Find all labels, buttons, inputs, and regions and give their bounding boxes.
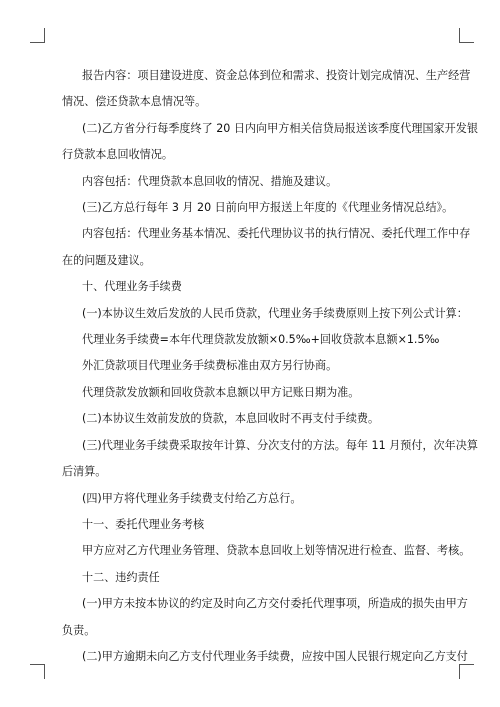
paragraph-line: 行贷款本息回收情况。 bbox=[62, 148, 173, 162]
paragraph-quarterly-report bbox=[62, 116, 478, 169]
paragraph-assessment bbox=[62, 538, 471, 564]
heading-line: 十、代理业务手续费 bbox=[82, 280, 182, 294]
paragraph-annual-summary bbox=[62, 195, 454, 221]
paragraph-fee-payment bbox=[62, 486, 438, 512]
paragraph-line: 代理业务手续费=本年代理贷款发放额×0.5‰+回收贷款本息额×1.5‰ bbox=[82, 333, 440, 347]
crop-mark-top-right bbox=[459, 28, 474, 43]
paragraph-report-content bbox=[62, 63, 471, 116]
crop-mark-bottom-left bbox=[30, 664, 45, 679]
paragraph-quarterly-content bbox=[62, 169, 438, 195]
paragraph-line: 在的问题及建议。 bbox=[62, 253, 151, 267]
paragraph-line: (一)甲方未按本协议的约定及时向乙方交付委托代理事项，所造成的损失由甲方 bbox=[82, 597, 468, 611]
crop-mark-bottom-right bbox=[459, 664, 474, 679]
section-heading-assessment bbox=[62, 512, 438, 538]
paragraph-line: (一)本协议生效后发放的人民币贷款，代理业务手续费原则上按下列公式计算： bbox=[82, 306, 468, 320]
paragraph-line: (三)乙方总行每年 3 月 20 日前向甲方报送上年度的《代理业务情况总结》。 bbox=[82, 201, 454, 215]
section-heading-liability bbox=[62, 565, 438, 591]
paragraph-line: 情况、偿还贷款本息情况等。 bbox=[62, 95, 207, 109]
section-heading-fees bbox=[62, 274, 438, 300]
paragraph-fee-rule bbox=[62, 301, 468, 327]
document-body bbox=[62, 63, 478, 670]
paragraph-prior-loans bbox=[62, 406, 438, 432]
paragraph-liability-2 bbox=[62, 644, 468, 670]
paragraph-line: (三)代理业务手续费采取按年计算、分次支付的方法。每年 11 月预付，次年决算 bbox=[82, 438, 478, 452]
paragraph-fee-formula bbox=[62, 327, 438, 353]
paragraph-line: (二)乙方省分行每季度终了 20 日内向甲方相关信贷局报送该季度代理国家开发银 bbox=[82, 121, 478, 135]
paragraph-liability-1 bbox=[62, 591, 468, 644]
paragraph-line: 外汇贷款项目代理业务手续费标准由双方另行协商。 bbox=[82, 359, 338, 373]
crop-mark-top-left bbox=[30, 28, 45, 43]
paragraph-foreign-currency bbox=[62, 353, 438, 379]
paragraph-line: (四)甲方将代理业务手续费支付给乙方总行。 bbox=[82, 491, 302, 505]
paragraph-line: 甲方应对乙方代理业务管理、贷款本息回收上划等情况进行检查、监督、考核。 bbox=[82, 544, 471, 558]
paragraph-line: (二)本协议生效前发放的贷款，本息回收时不再支付手续费。 bbox=[82, 412, 380, 426]
paragraph-line: (二)甲方逾期未向乙方支付代理业务手续费，应按中国人民银行规定向乙方支付 bbox=[82, 649, 468, 663]
heading-line: 十二、违约责任 bbox=[82, 570, 160, 584]
paragraph-annual-content bbox=[62, 221, 471, 274]
paragraph-line: 代理贷款发放额和回收贷款本息额以甲方记账日期为准。 bbox=[82, 385, 360, 399]
heading-line: 十一、委托代理业务考核 bbox=[82, 517, 205, 531]
paragraph-payment-method bbox=[62, 433, 478, 486]
paragraph-line: 内容包括：代理贷款本息回收的情况、措施及建议。 bbox=[82, 174, 338, 188]
paragraph-line: 后清算。 bbox=[62, 465, 107, 479]
paragraph-line: 负责。 bbox=[62, 623, 96, 637]
paragraph-booking-date bbox=[62, 380, 438, 406]
paragraph-line: 内容包括：代理业务基本情况、委托代理协议书的执行情况、委托代理工作中存 bbox=[82, 227, 471, 241]
paragraph-line: 报告内容：项目建设进度、资金总体到位和需求、投资计划完成情况、生产经营 bbox=[82, 69, 471, 82]
